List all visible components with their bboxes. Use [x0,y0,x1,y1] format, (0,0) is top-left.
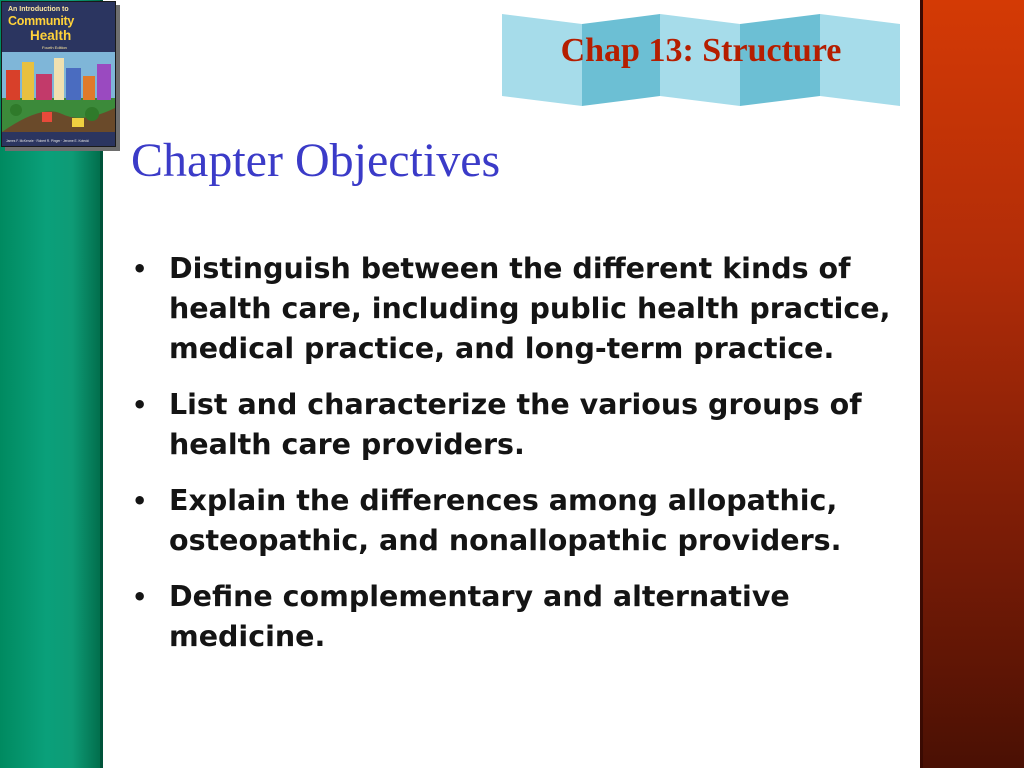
bullet-icon: • [132,255,148,283]
chapter-header-label: Chap 13: Structure [560,32,842,69]
bullet-icon: • [132,583,148,611]
objective-item [130,385,900,465]
book-cover-town-illustration [2,52,115,132]
slide-title: Chapter Objectives [131,134,501,187]
bullet-icon: • [132,391,148,419]
objective-text: List and characterize the various groups of health care providers. [169,388,862,461]
book-cover-title-line2: Health [30,28,72,43]
objective-text: Distinguish between the different kinds of health care, including public health practice, medical practice, and long-term practice. [169,252,891,365]
book-cover-edition: Fourth Edition [42,45,67,50]
right-decorative-bar [920,0,1024,768]
objective-text: Define complementary and alternative medicine. [169,580,790,653]
bullet-icon: • [132,487,148,515]
book-cover-authors: James F. McKenzie · Robert R. Pinger · Jerome E. Kotecki [6,139,89,143]
objectives-list [130,249,900,673]
objective-item [130,481,900,561]
book-cover-subtitle: An Introduction to [8,6,69,13]
book-cover-title-line1: Community [8,14,75,28]
book-cover-image [1,1,116,147]
objective-item [130,249,900,369]
objective-item [130,577,900,657]
objective-text: Explain the differences among allopathic, osteopathic, and nonallopathic providers. [169,484,842,557]
